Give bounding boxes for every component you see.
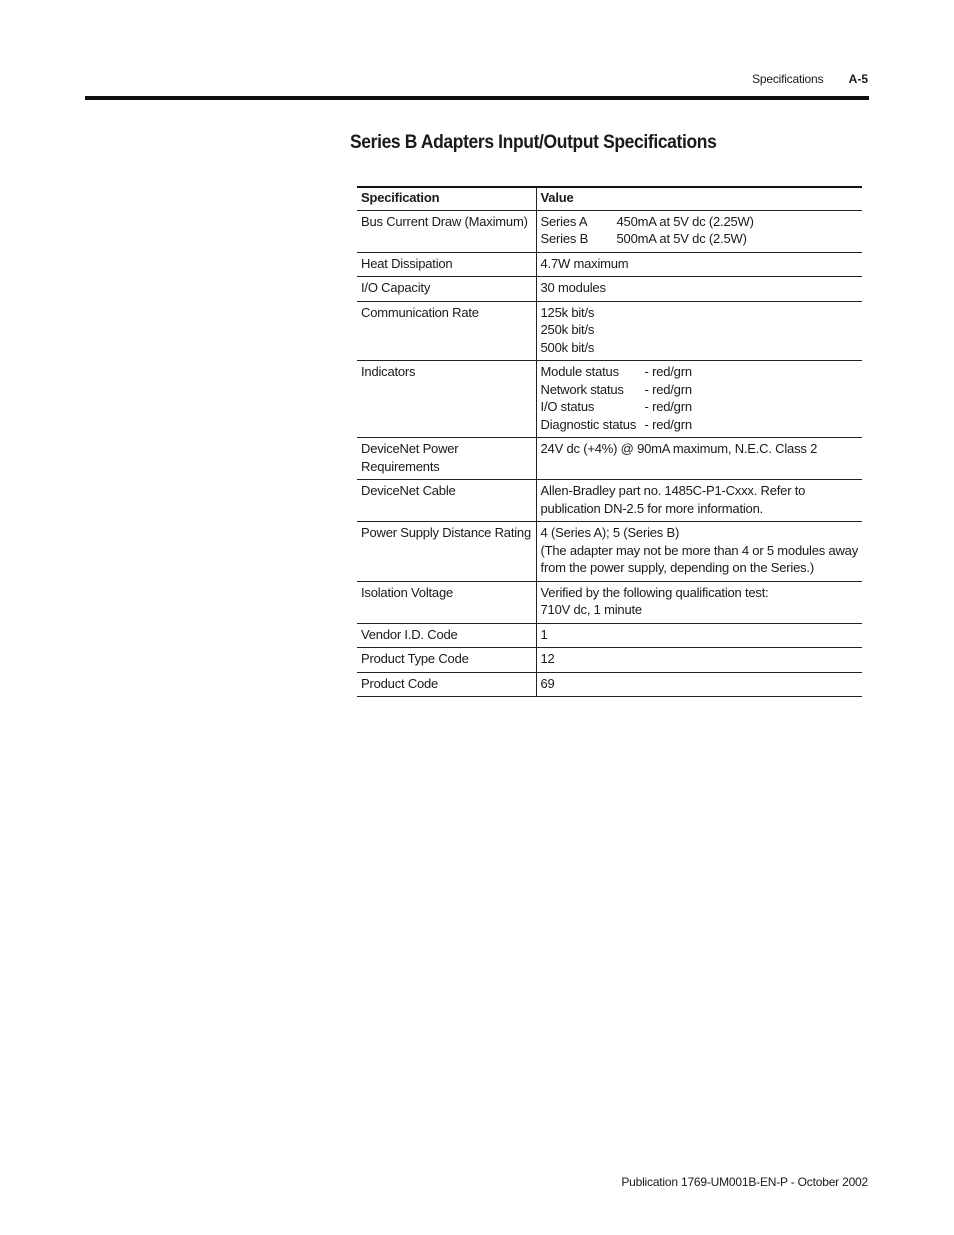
value-line: 710V dc, 1 minute bbox=[540, 602, 642, 617]
value-text: - red/grn bbox=[644, 399, 692, 414]
spec-value bbox=[536, 581, 862, 623]
value-line: 12 bbox=[540, 651, 555, 666]
value-pair bbox=[541, 398, 858, 416]
table-row bbox=[357, 301, 862, 361]
column-header-specification: Specification bbox=[357, 187, 536, 210]
value-line: 250k bit/s bbox=[540, 322, 595, 337]
spec-value bbox=[536, 210, 862, 252]
value-line: 30 modules bbox=[540, 280, 606, 295]
value-pair bbox=[541, 230, 858, 248]
header-section-title: Specifications bbox=[752, 72, 824, 86]
table-row bbox=[357, 361, 862, 438]
value-line: 125k bit/s bbox=[540, 304, 595, 320]
value-text: 450mA at 5V dc (2.25W) bbox=[616, 213, 754, 229]
publication-footer: Publication 1769-UM001B-EN-P - October 2002 bbox=[621, 1175, 868, 1189]
table-row bbox=[357, 522, 862, 582]
value-line: 4 (Series A); 5 (Series B) bbox=[540, 525, 680, 540]
table-row bbox=[357, 648, 862, 673]
value-line: Verified by the following qualification test: bbox=[540, 584, 769, 600]
header-rule bbox=[85, 96, 869, 100]
spec-value bbox=[536, 623, 862, 648]
value-line: Allen-Bradley part no. 1485C-P1-Cxxx. Refer to bbox=[540, 483, 806, 498]
spec-name: Communication Rate bbox=[357, 301, 536, 361]
spec-name: Bus Current Draw (Maximum) bbox=[357, 210, 536, 252]
table-row bbox=[357, 480, 862, 522]
value-line: 500k bit/s bbox=[540, 339, 595, 355]
spec-value bbox=[536, 672, 862, 697]
table-row bbox=[357, 277, 862, 302]
value-text: - red/grn bbox=[644, 381, 692, 397]
value-line: 69 bbox=[540, 675, 555, 691]
header-page-number: A-5 bbox=[848, 72, 868, 86]
column-header-value: Value bbox=[536, 187, 862, 210]
value-key: I/O status bbox=[540, 399, 595, 414]
value-key: Network status bbox=[540, 381, 624, 397]
spec-name: Vendor I.D. Code bbox=[357, 623, 536, 648]
value-key: Diagnostic status bbox=[540, 416, 637, 432]
page-title: Series B Adapters Input/Output Specifications bbox=[350, 132, 717, 153]
value-key: Series A bbox=[540, 213, 588, 229]
spec-name: I/O Capacity bbox=[357, 277, 536, 302]
table-row bbox=[357, 438, 862, 480]
value-line: 1 bbox=[540, 626, 548, 642]
spec-name: Heat Dissipation bbox=[357, 252, 536, 277]
value-line: from the power supply, depending on the Series.) bbox=[540, 560, 814, 575]
value-line: 4.7W maximum bbox=[540, 255, 629, 271]
value-text: 500mA at 5V dc (2.5W) bbox=[616, 231, 747, 246]
spec-name: DeviceNet Power Requirements bbox=[357, 438, 536, 480]
running-header bbox=[752, 72, 868, 86]
spec-value bbox=[536, 277, 862, 302]
spec-name: Product Type Code bbox=[357, 648, 536, 673]
spec-name: Product Code bbox=[357, 672, 536, 697]
specifications-table bbox=[357, 186, 862, 697]
value-pair bbox=[541, 416, 858, 434]
table-row bbox=[357, 210, 862, 252]
value-text: - red/grn bbox=[644, 416, 692, 432]
table-row bbox=[357, 581, 862, 623]
spec-value bbox=[536, 438, 862, 480]
value-line: publication DN-2.5 for more information. bbox=[540, 500, 764, 516]
table-row bbox=[357, 672, 862, 697]
spec-name: Isolation Voltage bbox=[357, 581, 536, 623]
spec-value bbox=[536, 252, 862, 277]
spec-value bbox=[536, 301, 862, 361]
spec-value bbox=[536, 361, 862, 438]
value-key: Module status bbox=[540, 364, 619, 379]
table-row bbox=[357, 252, 862, 277]
spec-name: Power Supply Distance Rating bbox=[357, 522, 536, 582]
value-line: (The adapter may not be more than 4 or 5 modules away bbox=[540, 542, 858, 558]
spec-value bbox=[536, 522, 862, 582]
value-line: 24V dc (+4%) @ 90mA maximum, N.E.C. Class 2 bbox=[540, 441, 818, 456]
value-pair bbox=[541, 363, 858, 381]
spec-name: Indicators bbox=[357, 361, 536, 438]
value-pair bbox=[541, 213, 858, 231]
spec-value bbox=[536, 480, 862, 522]
spec-name: DeviceNet Cable bbox=[357, 480, 536, 522]
table-header-row bbox=[357, 187, 862, 210]
value-key: Series B bbox=[540, 231, 589, 246]
spec-value bbox=[536, 648, 862, 673]
value-text: - red/grn bbox=[644, 364, 692, 379]
table-row bbox=[357, 623, 862, 648]
value-pair bbox=[541, 381, 858, 399]
